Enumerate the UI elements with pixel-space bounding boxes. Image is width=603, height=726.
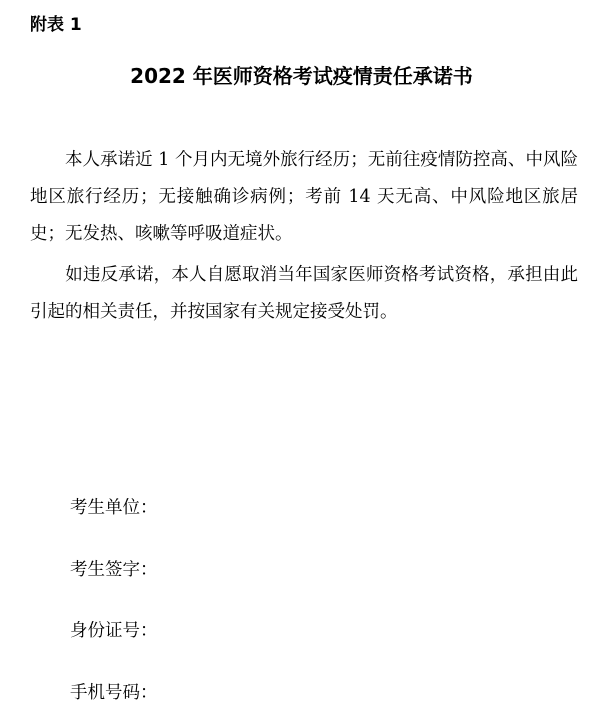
id-number-label: 身份证号： — [70, 621, 158, 641]
pledge-paragraph-2-text: 如违反承诺，本人自愿取消当年国家医师资格考试资格，承担由此引起的相关责任，并按国家有关规定接受处罚。 — [30, 265, 578, 322]
document-title: 2022 年医师资格考试疫情责任承诺书 — [130, 64, 473, 88]
candidate-unit-label: 考生单位： — [70, 498, 158, 518]
pledge-paragraph-2 — [30, 257, 578, 331]
attachment-label: 附表 1 — [30, 15, 82, 35]
candidate-signature-label: 考生签字： — [70, 560, 158, 580]
phone-number-label: 手机号码： — [70, 683, 158, 703]
pledge-paragraph-1-text: 本人承诺近 1 个月内无境外旅行经历；无前往疫情防控高、中风险地区旅行经历；无接触确诊病例；考前 14 天无高、中风险地区旅居史；无发热、咳嗽等呼吸道症状。 — [30, 150, 578, 244]
pledge-paragraph-1 — [30, 142, 578, 253]
